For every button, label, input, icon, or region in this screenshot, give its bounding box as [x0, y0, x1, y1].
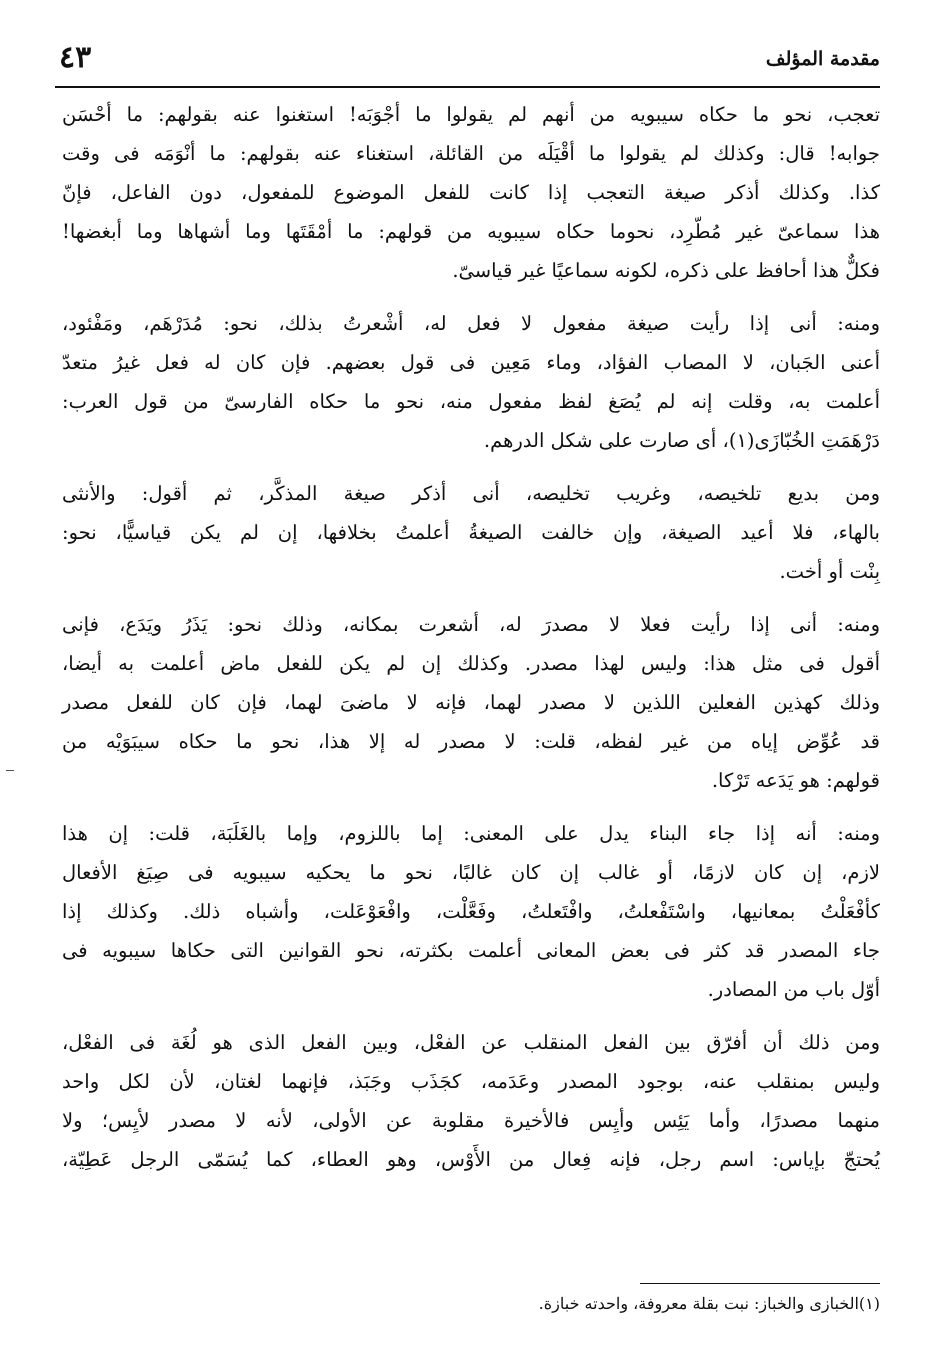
text-line: قد عُوِّض إياه من غير لفظه، قلت: لا مصدر له إلا هذا، نحو ما حكاه سيبَوَيْه من	[62, 730, 880, 753]
text-line: جوابه! قال: وكذلك لم يقولوا ما أقْيَلَه من القائلة، استغناء عنه بقولهم: ما أنْوَمَه فى وقت	[62, 142, 880, 165]
footnote-divider	[640, 1283, 880, 1284]
footnote: (١)الخبازى والخباز: نبت بقلة معروفة، واحدته خبازة.	[538, 1294, 880, 1313]
text-line: منهما مصدرًا، وأما يَئِس وأيِس فالأخيرة مقلوبة عن الأولى، لأنه لا مصدر لأيِس؛ ولا	[62, 1109, 880, 1132]
text-line: أوّل باب من المصادر.	[707, 978, 880, 1001]
text-line: يُحتجّ بإياس: اسم رجل، فإنه فِعال من الأَوْس، وهو العطاء، كما يُسَمّى الرجل عَطِيّة،	[62, 1148, 880, 1171]
paragraph-2	[62, 304, 880, 460]
paragraph-4	[62, 605, 880, 800]
text-line: ومنه: أنى إذا رأيت فعلا لا مصدرَ له، أشعرت بمكانه، وذلك نحو: يَذَرُ ويَدَع، فإنى	[62, 613, 880, 636]
margin-mark	[6, 770, 14, 771]
paragraph-6	[62, 1023, 880, 1179]
text-line: وليس بمنقلب عنه، بوجود المصدر وعَدَمه، كجَذَب وجَبَذ، فإنهما لغتان، لأن لكل واحد	[62, 1070, 880, 1093]
text-line: فكلٌّ هذا أحافظ على ذكره، لكونه سماعيًا غير قياسىّ.	[452, 259, 880, 282]
running-title: مقدمة المؤلف	[765, 48, 880, 70]
text-line: وذلك كهذين الفعلين اللذين لا مصدر لهما، فإنه لا ماضىَ لهما، فإن كان للفعل مصدر	[62, 691, 880, 714]
text-line: أقول فى مثل هذا: وليس لهذا مصدر. وكذلك إن لم يكن للفعل ماض أعلمت به أيضا،	[62, 652, 880, 675]
text-line: ومنه: أنه إذا جاء البناء يدل على المعنى: إما باللزوم، وإما بالغَلَبَة، قلت: إن هذا	[62, 822, 880, 845]
text-line: ومن بديع تلخيصه، وغريب تخليصه، أنى أذكر صيغة المذكَّر، ثم أقول: والأنثى	[62, 482, 880, 505]
text-line: كذا. وكذلك أذكر صيغة التعجب إذا كانت للفعل الموضوع للمفعول، دون الفاعل، فإنّ	[62, 181, 880, 204]
text-line: أعلمت به، وقلت إنه لم يُصَغ لفظ مفعول منه، نحو ما حكاه الفارسىّ من قول العرب:	[62, 390, 880, 413]
text-line: ومنه: أنى إذا رأيت صيغة مفعول لا فعل له، أشْعرتُ بذلك، نحو: مُدَرْهَم، ومَفْئود،	[62, 312, 881, 335]
text-line: هذا سماعىّ غير مُطّرِد، نحوما حكاه سيبويه من قولهم: ما أمْقَتَها وما أشهاها وما أبغضها!	[62, 220, 880, 243]
text-line: ومن ذلك أن أفرّق بين الفعل المنقلب عن الفعْل، وبين الفعل الذى هو لُغَة فى الفعْل،	[62, 1031, 880, 1054]
text-line: أعنى الجَبان، لا المصاب الفؤاد، وماء مَعِين فى قول بعضهم. فإن كان له فعل غيرُ متعدّ	[62, 351, 880, 374]
text-line: تعجب، نحو ما حكاه سيبويه من أنهم لم يقولوا ما أجْوَبَه! استغنوا عنه بقولهم: ما أحْسَن	[62, 103, 880, 126]
text-line: بِنْت أو أخت.	[779, 560, 880, 583]
paragraph-1	[62, 95, 880, 290]
text-line: قولهم: هو يَدَعه تَرْكا.	[711, 769, 880, 792]
page-header	[55, 40, 880, 88]
text-line: لازم، إن كان لازمًا، أو غالب إن كان غالبًا، نحو ما يحكيه سيبويه فى صِيَغ الأفعال	[62, 861, 880, 884]
paragraph-3	[62, 474, 880, 591]
body-text	[62, 95, 880, 1193]
paragraph-5	[62, 814, 880, 1009]
text-line: كأفْعَلْتُ بمعانيها، واسْتَفْعلتُ، وافْتَعلتُ، وفَعَّلْت، وافْعَوْعَلت، وأشباه ذلك. وكذلك إذا	[62, 900, 880, 923]
text-line: جاء المصدر قد كثر فى بعض المعانى أعلمت بكثرته، نحو القوانين التى حكاها سيبويه فى	[62, 939, 880, 962]
text-line: دَرْهَمَتِ الخُبّازَى(١)، أى صارت على شكل الدرهم.	[483, 429, 880, 452]
page-number: ٤٣	[59, 40, 92, 75]
text-line: بالهاء، فلا أعيد الصيغة، وإن خالفت الصيغةُ أعلمتُ بخلافها، إن لم يكن قياسيًّا، نحو:	[62, 521, 880, 544]
